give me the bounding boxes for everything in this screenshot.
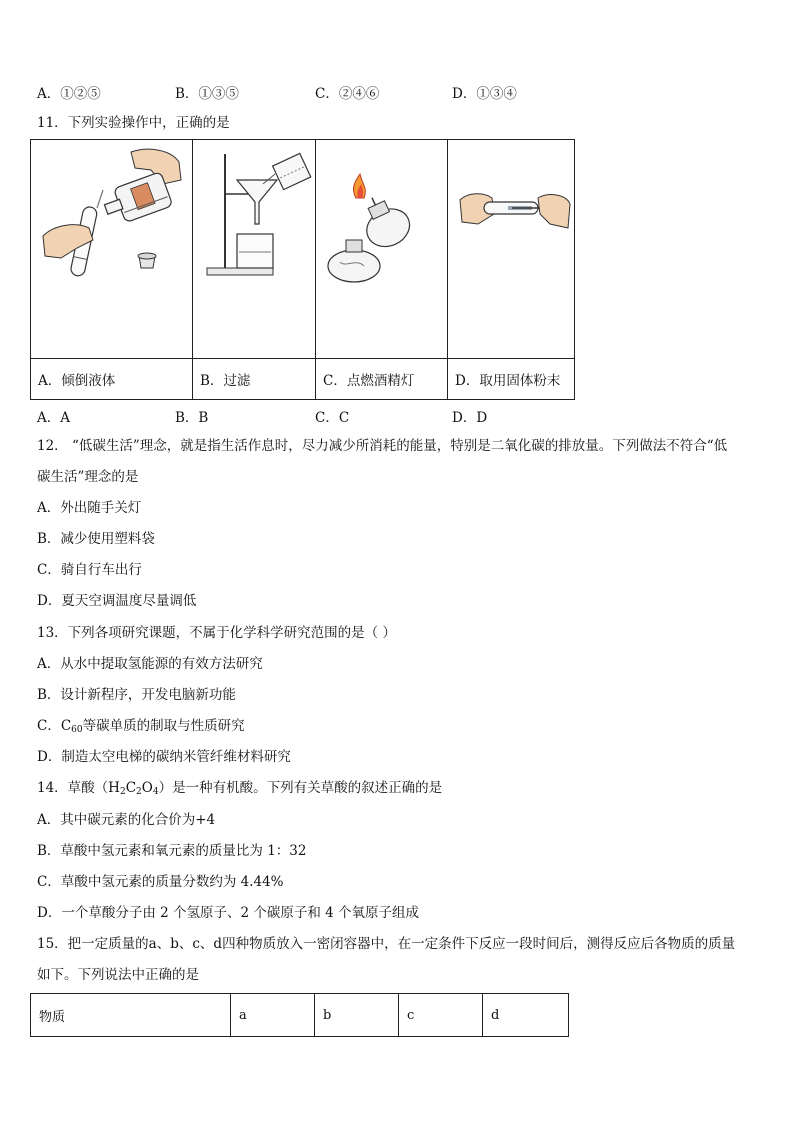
q14-option-b: B．草酸中氢元素和氧元素的质量比为 1：32 (37, 843, 307, 859)
q13-stem: 13．下列各项研究课题，不属于化学科学研究范围的是（ ） (37, 625, 396, 641)
q12-option-a: A．外出随手关灯 (37, 500, 142, 516)
caption-c: C．点燃酒精灯 (316, 359, 448, 400)
q14-h-sub: 2 (119, 787, 126, 797)
q13-option-a: A．从水中提取氢能源的有效方法研究 (37, 656, 263, 672)
q13-option-d: D．制造太空电梯的碳纳米管纤维材料研究 (37, 749, 291, 765)
q11-option-d: D．D (452, 410, 488, 426)
table-header-c: c (399, 994, 483, 1037)
q11-option-c: C．C (315, 410, 350, 426)
figure-solid-powder (448, 140, 575, 359)
figure-filtration (193, 140, 316, 359)
caption-b: B．过滤 (193, 359, 316, 400)
q11-stem: 11．下列实验操作中，正确的是 (37, 115, 230, 131)
caption-d: D．取用固体粉末 (448, 359, 575, 400)
q13-option-c (37, 717, 245, 739)
q11-options (37, 406, 597, 424)
q13-option-b: B．设计新程序，开发电脑新功能 (37, 687, 236, 703)
q15-stem-line2: 如下。下列说法中正确的是 (37, 967, 199, 983)
q15-data-table (30, 993, 569, 1037)
table-header-d: d (483, 994, 569, 1037)
q11-option-b: B．B (175, 410, 209, 426)
q12-option-b: B．减少使用塑料袋 (37, 531, 155, 547)
q14-stem (37, 779, 442, 801)
q12-stem-line2: 碳生活”理念的是 (37, 469, 139, 485)
q13-c-sub: 60 (71, 725, 83, 735)
table-header-substance: 物质 (31, 994, 231, 1037)
figure-lighting-lamp (316, 140, 448, 359)
q15-stem-line1: 15．把一定质量的a、b、c、d四种物质放入一密闭容器中，在一定条件下反应一段时间后，测得反应后各物质的质量 (37, 936, 736, 952)
q14-option-d: D．一个草酸分子由 2 个氢原子、2 个碳原子和 4 个氧原子组成 (37, 905, 420, 921)
alcohol-lamp-icon (316, 140, 447, 358)
q12-option-d: D．夏天空调温度尽量调低 (37, 593, 197, 609)
q14-c-sub: 2 (136, 787, 142, 797)
q14-o-sub: 4 (152, 787, 159, 797)
q12-option-c: C．骑自行车出行 (37, 562, 142, 578)
table-header-b: b (315, 994, 399, 1037)
figure-pouring-liquid (31, 140, 193, 359)
q14-option-a: A．其中碳元素的化合价为+4 (37, 812, 216, 828)
q11-option-a: A．A (37, 410, 70, 426)
q14-c: C (125, 780, 137, 796)
q10-option-d: D．①③④ (452, 86, 517, 102)
q14-option-c: C．草酸中氢元素的质量分数约为 4.44% (37, 874, 284, 890)
q12-stem-line1: 12． “低碳生活”理念，就是指生活作息时，尽力减少所消耗的能量，特别是二氧化碳的排放量。下列做法不符合“低 (37, 438, 728, 454)
q10-options (37, 82, 597, 100)
caption-a: A．倾倒液体 (31, 359, 193, 400)
table-header-a: a (231, 994, 315, 1037)
table-row (31, 994, 569, 1037)
q10-option-c: C．②④⑥ (315, 86, 380, 102)
q13-c-prefix: C．C (37, 718, 72, 734)
q14-stem-prefix: 14．草酸（H (37, 780, 120, 796)
q11-figure-table (30, 139, 575, 400)
solid-powder-icon (448, 140, 574, 358)
q13-c-rest: 等碳单质的制取与性质研究 (82, 718, 245, 734)
q14-o: O (141, 780, 153, 796)
filtration-icon (193, 140, 315, 358)
pouring-liquid-icon (31, 140, 192, 358)
q14-stem-rest: ）是一种有机酸。下列有关草酸的叙述正确的是 (158, 780, 443, 796)
q10-option-b: B．①③⑤ (175, 86, 239, 102)
q10-option-a: A．①②⑤ (37, 86, 101, 102)
